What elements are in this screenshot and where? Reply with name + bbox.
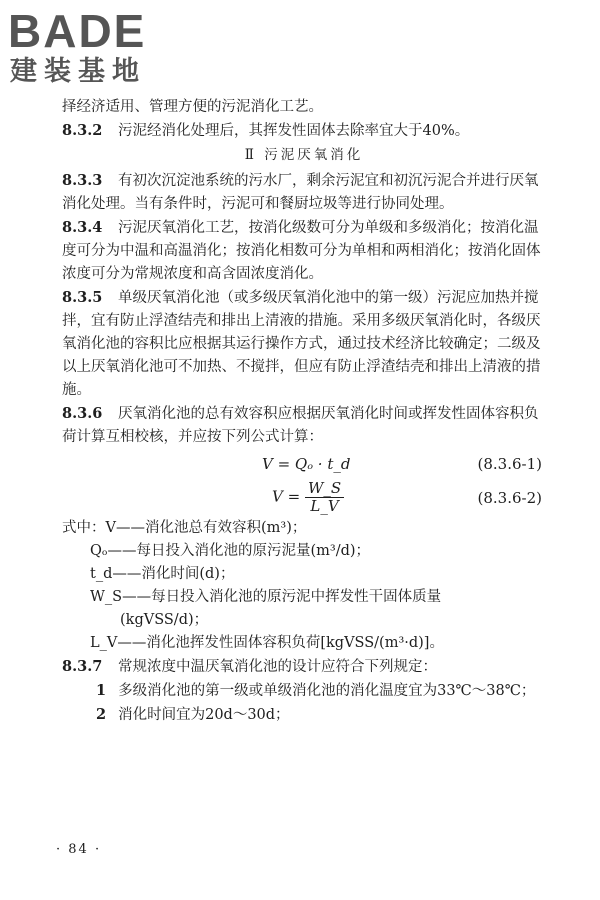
clause-8-3-5	[62, 286, 546, 402]
clause-text: 污泥厌氧消化工艺，按消化级数可分为单级和多级消化；按消化温度可分为中温和高温消化；按消化相数可分为单相和两相消化；按消化固体浓度可分为常规浓度和高含固浓度消化。	[62, 220, 541, 282]
clause-number: 8.3.6	[62, 405, 103, 422]
definition-ws-unit: (kgVSS/d)；	[120, 612, 209, 628]
formula-expression: V = Qₒ · t_d	[262, 455, 351, 473]
item-text: 消化时间宜为20d～30d；	[118, 707, 290, 723]
definition-td: t_d——消化时间(d)；	[90, 566, 235, 582]
clause-text: 有初次沉淀池系统的污水厂，剩余污泥宜和初沉污泥合并进行厌氧消化处理。当有条件时，污泥可和餐厨垃圾等进行协同处理。	[62, 173, 539, 212]
clause-text: 单级厌氧消化池（或多级厌氧消化池中的第一级）污泥应加热并搅拌，宜有防止浮渣结壳和排出上清液的措施。采用多级厌氧消化时，各级厌氧消化池的容积比应根据其运行操作方式，通过技术经济比较确定；二级及以上厌氧消化池可不加热、不搅拌，但应有防止浮渣结壳和排出上清液的措施。	[62, 290, 541, 398]
definition-q0: Qₒ——每日投入消化池的原污泥量(m³/d)；	[90, 543, 371, 559]
logo	[8, 6, 178, 88]
formula-expression	[272, 480, 344, 515]
clause-8-3-2	[62, 119, 546, 143]
formula-lhs: V =	[272, 487, 301, 506]
formula-number: (8.3.6-1)	[477, 455, 542, 473]
clause-8-3-6	[62, 402, 546, 449]
variable-definitions	[62, 517, 546, 655]
formula-number: (8.3.6-2)	[477, 489, 542, 507]
section-title: Ⅱ 污泥厌氧消化	[244, 147, 364, 163]
list-item-2	[62, 703, 546, 727]
paragraph-continued: 择经济适用、管理方便的污泥消化工艺。	[62, 99, 323, 115]
clause-number: 8.3.4	[62, 219, 103, 236]
fraction-denominator: L_V	[310, 497, 339, 515]
list-item-1	[62, 679, 546, 703]
formula-8-3-6-1	[62, 449, 546, 477]
clause-text: 厌氧消化池的总有效容积应根据厌氧消化时间或挥发性固体容积负荷计算互相校核，并应按下列公式计算：	[62, 406, 539, 445]
clause-text: 污泥经消化处理后，其挥发性固体去除率宜大于40%。	[118, 123, 470, 139]
item-text: 多级消化池的第一级或单级消化池的消化温度宜为33℃～38℃；	[118, 683, 536, 699]
item-number: 1	[96, 682, 107, 699]
item-number: 2	[96, 706, 107, 723]
clause-number: 8.3.7	[62, 658, 103, 675]
definition-v: 式中：V——消化池总有效容积(m³)；	[62, 520, 307, 536]
formula-8-3-6-2	[62, 477, 546, 517]
page-number: · 84 ·	[56, 842, 102, 857]
clause-number: 8.3.2	[62, 122, 103, 139]
logo-chinese: 建装基地	[10, 56, 146, 87]
clause-8-3-7	[62, 655, 546, 679]
logo-wordmark: BADE	[8, 5, 147, 57]
clause-number: 8.3.3	[62, 172, 103, 189]
fraction-numerator: W_S	[305, 480, 344, 498]
definition-lv: L_V——消化池挥发性固体容积负荷[kgVSS/(m³·d)]。	[90, 635, 444, 651]
clause-text: 常规浓度中温厌氧消化池的设计应符合下列规定：	[118, 659, 437, 675]
clause-8-3-3	[62, 169, 546, 216]
clause-8-3-4	[62, 216, 546, 286]
fraction	[305, 480, 344, 515]
document-body	[62, 96, 546, 727]
clause-number: 8.3.5	[62, 289, 103, 306]
definition-ws: W_S——每日投入消化池的原污泥中挥发性干固体质量	[90, 589, 442, 605]
